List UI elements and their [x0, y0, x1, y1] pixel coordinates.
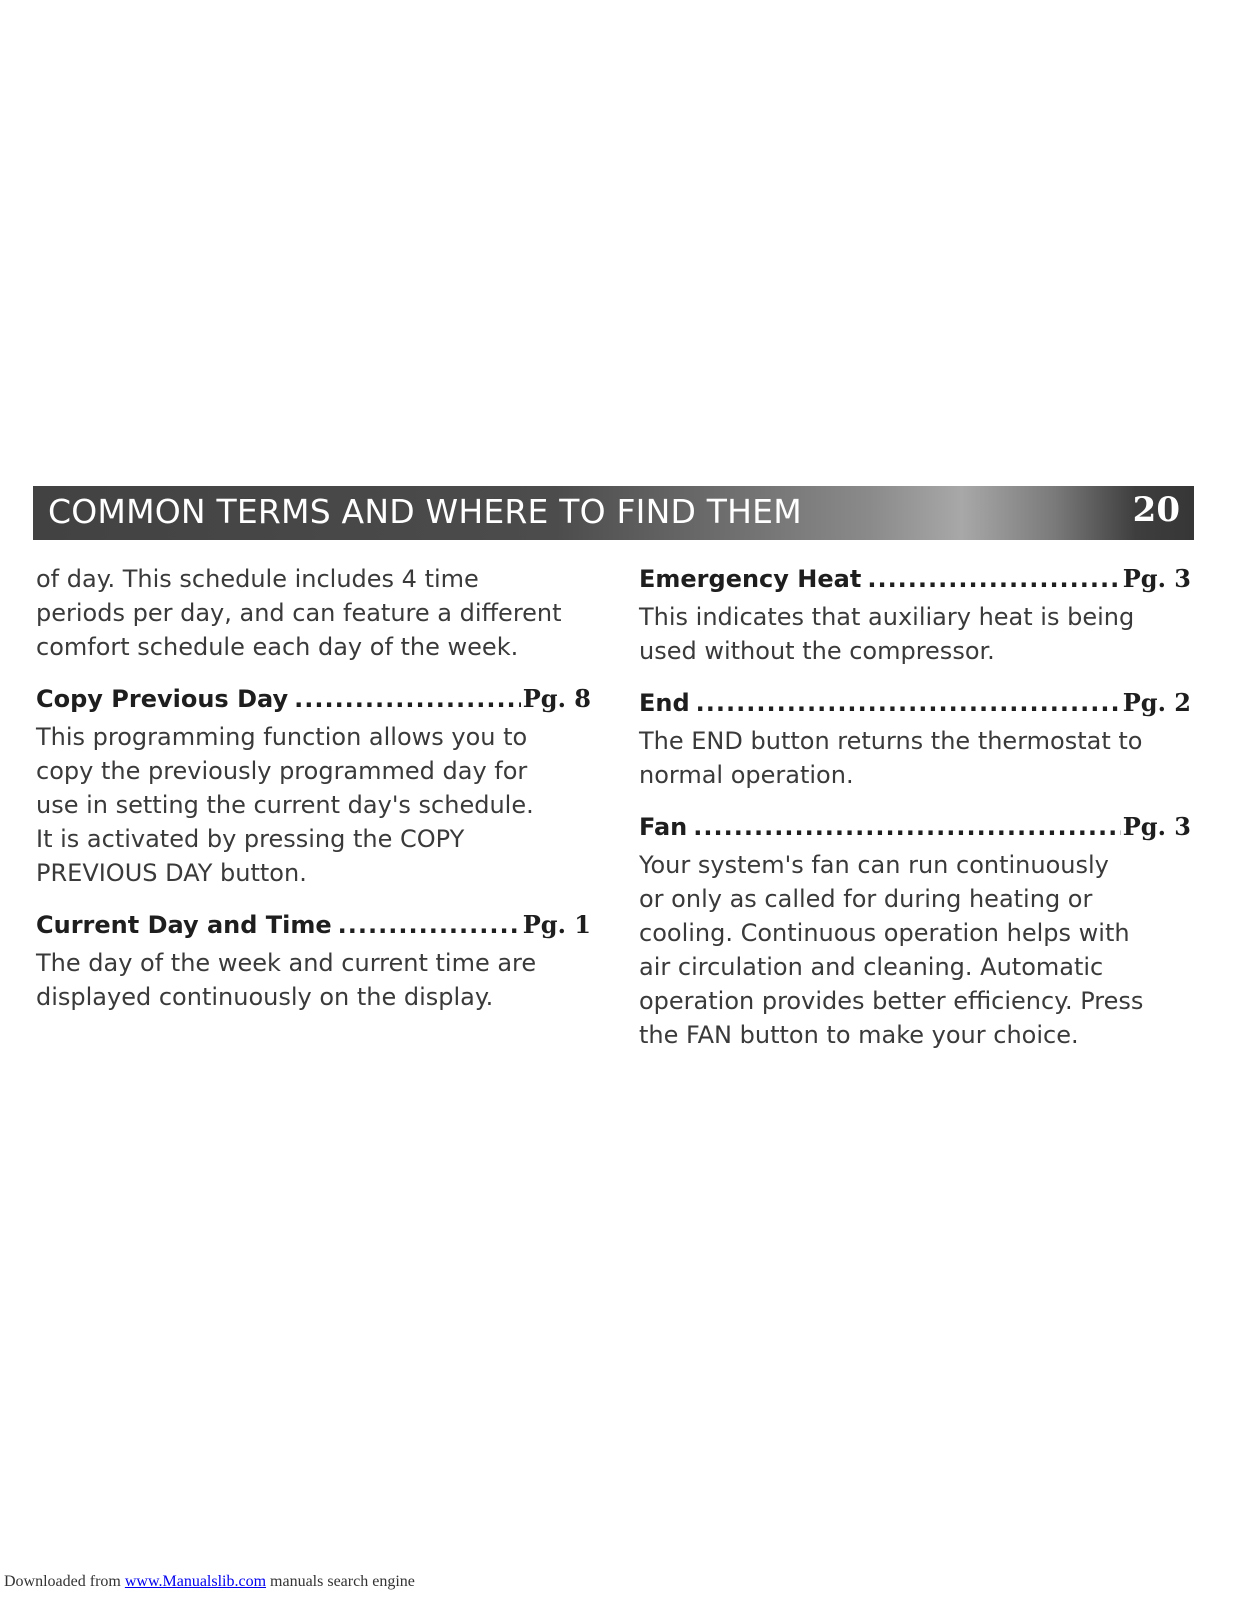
right-column	[639, 562, 1191, 1052]
entry-description: This indicates that auxiliary heat is being used without the compressor.	[639, 603, 1135, 665]
entry-description: Your system's fan can run continuously or only as called for during heating or cooling. Continuous operation helps with air circulation and cleaning. Automatic operation provides better efficiency. Press the FAN button to make your choice.	[639, 851, 1144, 1049]
entry-page-ref: Pg. 3	[1122, 812, 1191, 841]
left-column	[36, 562, 591, 1014]
glossary-entry-copy-previous-day	[36, 682, 591, 890]
page-number: 20	[1132, 490, 1180, 530]
leader-dots	[693, 810, 1120, 844]
entry-term: End	[639, 689, 690, 717]
leader-dots	[696, 686, 1121, 720]
leader-dots	[294, 682, 521, 716]
entry-term: Emergency Heat	[639, 565, 862, 593]
entry-heading	[639, 810, 1191, 848]
download-footer	[4, 1573, 415, 1591]
glossary-entry-end	[639, 686, 1191, 792]
glossary-entry-current-day-and-time	[36, 908, 591, 1014]
entry-heading	[36, 682, 591, 720]
entry-description: The END button returns the thermostat to normal operation.	[639, 727, 1143, 789]
intro-paragraph: of day. This schedule includes 4 time periods per day, and can feature a different comfort schedule each day of the week.	[36, 565, 562, 661]
entry-term: Fan	[639, 813, 688, 841]
entry-page-ref: Pg. 3	[1122, 564, 1191, 593]
entry-description: The day of the week and current time are displayed continuously on the display.	[36, 949, 537, 1011]
entry-page-ref: Pg. 2	[1122, 688, 1191, 717]
entry-page-ref: Pg. 8	[522, 684, 591, 713]
entry-term: Copy Previous Day	[36, 685, 289, 713]
entry-page-ref: Pg. 1	[522, 910, 591, 939]
entry-heading	[36, 908, 591, 946]
entry-heading	[639, 562, 1191, 600]
entry-heading	[639, 686, 1191, 724]
footer-suffix: manuals search engine	[266, 1573, 415, 1590]
entry-description: This programming function allows you to copy the previously programmed day for use in setting the current day's schedule. It is activated by pressing the COPY PREVIOUS DAY button.	[36, 723, 534, 887]
footer-prefix: Downloaded from	[4, 1573, 125, 1590]
glossary-entry-fan	[639, 810, 1191, 1052]
glossary-entry-emergency-heat	[639, 562, 1191, 668]
leader-dots	[867, 562, 1120, 596]
entry-term: Current Day and Time	[36, 911, 332, 939]
leader-dots	[338, 908, 521, 942]
section-header-bar	[33, 486, 1194, 540]
manualslib-link[interactable]: www.Manualslib.com	[124, 1573, 267, 1590]
section-title: COMMON TERMS AND WHERE TO FIND THEM	[48, 492, 802, 531]
